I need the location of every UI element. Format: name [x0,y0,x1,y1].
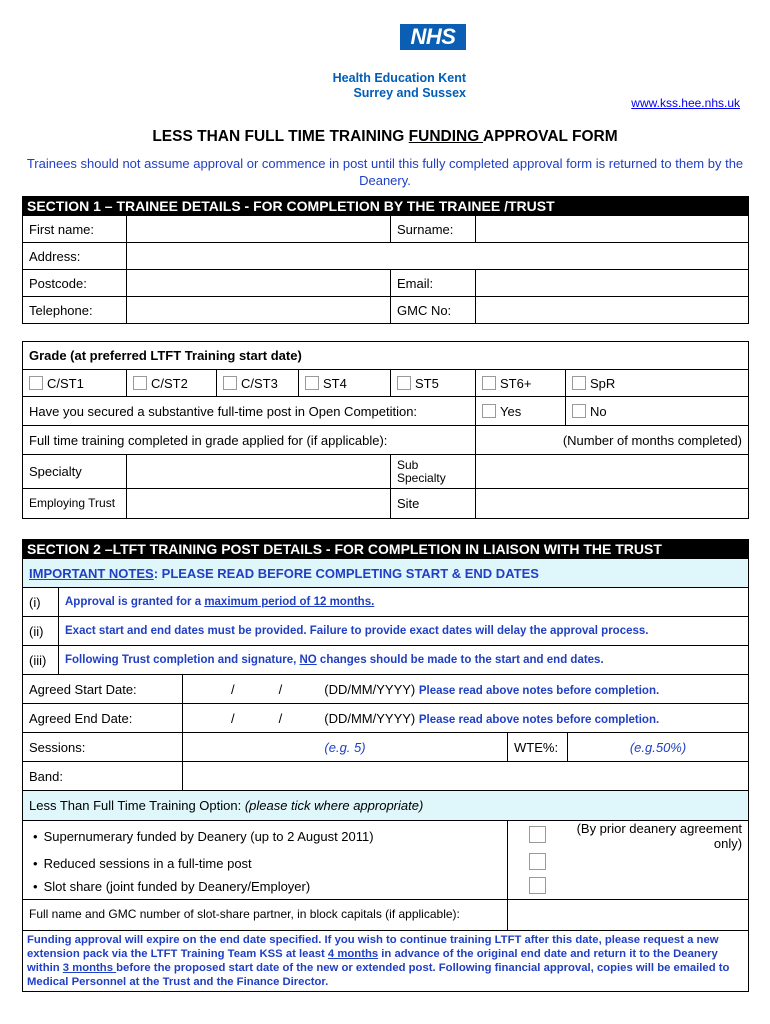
start-date-label: Agreed Start Date: [23,675,183,704]
checkbox[interactable] [397,376,411,390]
section2-heading: SECTION 2 –LTFT TRAINING POST DETAILS - FOR COMPLETION IN LIAISON WITH THE TRUST [23,540,749,559]
option-supernumerary: • Supernumerary funded by Deanery (up to 2 August 2011) [23,821,508,852]
grade-option-st6[interactable]: ST6+ [476,370,566,397]
option-slot-share-checkbox[interactable] [508,875,568,899]
slot-share-partner-field[interactable] [508,899,749,930]
option-reduced-sessions: • Reduced sessions in a full-time post [23,851,508,875]
checkbox[interactable] [529,853,546,870]
specialty-field[interactable] [127,455,391,489]
nhs-logo: NHS [400,24,466,50]
start-date-field[interactable]: / / (DD/MM/YYYY) Please read above notes before completion. [183,675,749,704]
checkbox[interactable] [529,877,546,894]
address-label: Address: [23,243,127,270]
oc-yes-option[interactable]: Yes [476,397,566,426]
grade-option-st5[interactable]: ST5 [391,370,476,397]
option-supernumerary-note: (By prior deanery agreement only) [568,821,749,852]
employing-trust-field[interactable] [127,489,391,519]
option-slot-share: • Slot share (joint funded by Deanery/Employer) [23,875,508,899]
gmc-label: GMC No: [391,297,476,324]
grade-option-cst3[interactable]: C/ST3 [217,370,299,397]
first-name-label: First name: [23,216,127,243]
wte-field[interactable]: (e.g.50%) [568,733,749,762]
checkbox[interactable] [305,376,319,390]
note-2: Exact start and end dates must be provided. Failure to provide exact dates will delay the approval process. [59,617,749,646]
address-field[interactable] [127,243,749,270]
band-field[interactable] [183,762,749,791]
surname-field[interactable] [476,216,749,243]
site-field[interactable] [476,489,749,519]
org-line-1: Health Education Kent [332,71,466,85]
oc-no-option[interactable]: No [566,397,749,426]
checkbox[interactable] [482,376,496,390]
note-1: Approval is granted for a maximum period of 12 months. [59,588,749,617]
note-3-number: (iii) [23,646,59,675]
gmc-field[interactable] [476,297,749,324]
form-title: LESS THAN FULL TIME TRAINING FUNDING APPROVAL FORM [152,128,618,145]
intro-text: Trainees should not assume approval or commence in post until this fully completed approval form is returned to them by the Deanery. [26,156,744,188]
important-notes-heading: IMPORTANT NOTES: PLEASE READ BEFORE COMPLETING START & END DATES [23,559,749,588]
note-1-number: (i) [23,588,59,617]
checkbox[interactable] [572,376,586,390]
checkbox[interactable] [133,376,147,390]
note-3: Following Trust completion and signature, NO changes should be made to the start and end dates. [59,646,749,675]
note-2-number: (ii) [23,617,59,646]
checkbox[interactable] [529,826,546,843]
grade-option-cst2[interactable]: C/ST2 [127,370,217,397]
employing-trust-label: Employing Trust [23,489,127,519]
wte-label: WTE%: [508,733,568,762]
grade-option-st4[interactable]: ST4 [299,370,391,397]
checkbox[interactable] [223,376,237,390]
telephone-field[interactable] [127,297,391,324]
checkbox[interactable] [572,404,586,418]
checkbox[interactable] [29,376,43,390]
grade-option-cst1[interactable]: C/ST1 [23,370,127,397]
checkbox[interactable] [482,404,496,418]
website-link[interactable]: www.kss.hee.nhs.uk [631,96,740,110]
postcode-field[interactable] [127,270,391,297]
option-supernumerary-checkbox[interactable] [508,821,568,852]
sub-specialty-label: Sub Specialty [391,455,476,489]
grade-table [22,341,749,519]
postcode-label: Postcode: [23,270,127,297]
sessions-field[interactable]: (e.g. 5) [183,733,508,762]
ft-completed-label: Full time training completed in grade applied for (if applicable): [23,426,476,455]
ltft-option-heading: Less Than Full Time Training Option: (please tick where appropriate) [23,791,749,821]
email-label: Email: [391,270,476,297]
grade-option-spr[interactable]: SpR [566,370,749,397]
telephone-label: Telephone: [23,297,127,324]
site-label: Site [391,489,476,519]
sub-specialty-field[interactable] [476,455,749,489]
months-completed-field[interactable]: (Number of months completed) [476,426,749,455]
surname-label: Surname: [391,216,476,243]
end-date-field[interactable]: / / (DD/MM/YYYY) Please read above notes before completion. [183,704,749,733]
slot-share-partner-label: Full name and GMC number of slot-share partner, in block capitals (if applicable): [23,899,508,930]
band-label: Band: [23,762,183,791]
specialty-label: Specialty [23,455,127,489]
option-reduced-checkbox[interactable] [508,851,568,875]
section1-heading: SECTION 1 – TRAINEE DETAILS - FOR COMPLETION BY THE TRAINEE /TRUST [23,197,749,216]
open-competition-question: Have you secured a substantive full-time post in Open Competition: [23,397,476,426]
end-date-label: Agreed End Date: [23,704,183,733]
first-name-field[interactable] [127,216,391,243]
section2-table [22,539,749,992]
email-field[interactable] [476,270,749,297]
org-line-2: Surrey and Sussex [353,86,466,100]
section1-table [22,196,749,324]
organisation-name [330,71,466,101]
sessions-label: Sessions: [23,733,183,762]
funding-expiry-notice: Funding approval will expire on the end date specified. If you wish to continue training LTFT after this date, please request a new extension pack via the LTFT Training Team KSS at least 4 months in advance of the original end date and return it to the Deanery within 3 months before the proposed start date of the new or extended post. Following financial approval, copies will be emailed to Medical Personnel at the Trust and the Finance Director. [23,930,749,991]
grade-heading: Grade (at preferred LTFT Training start date) [23,342,749,370]
